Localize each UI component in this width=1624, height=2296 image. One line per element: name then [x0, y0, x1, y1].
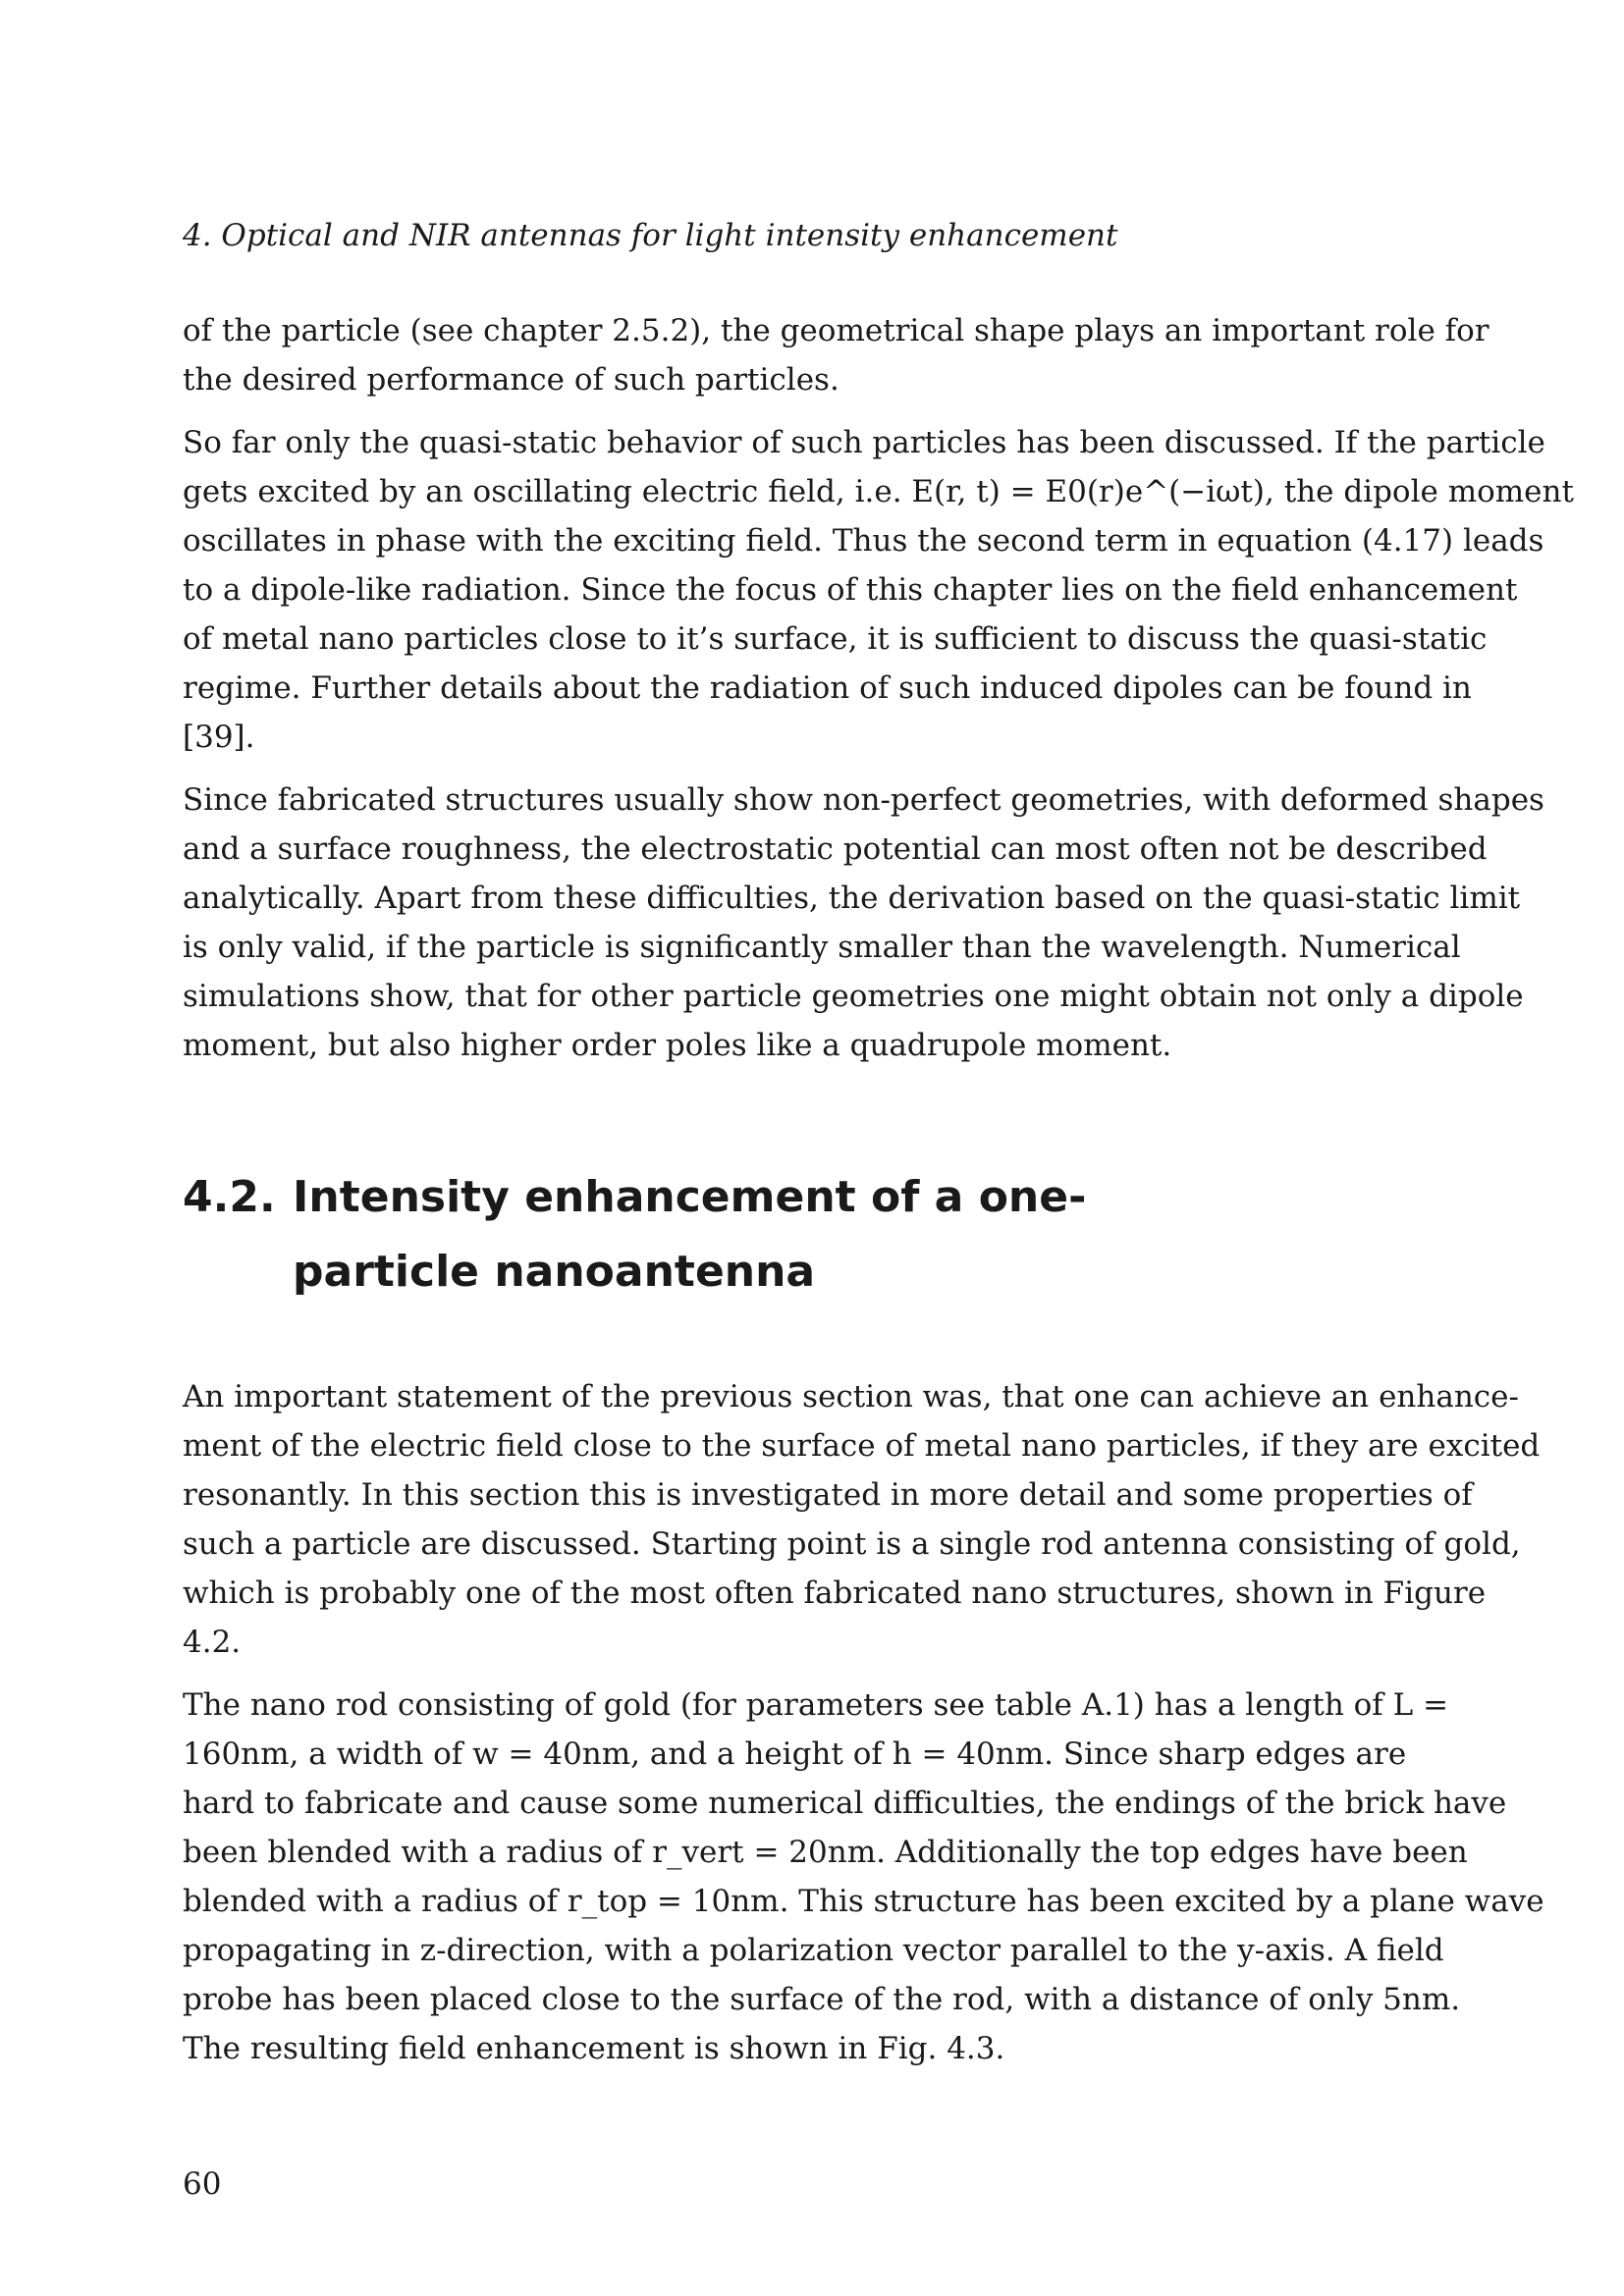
text-line: resonantly. In this section this is investigated in more detail and some properties of: [183, 1477, 1473, 1513]
text-line: which is probably one of the most often fabricated nano structures, shown in Figure: [183, 1575, 1487, 1611]
text-line: So far only the quasi-static behavior of such particles has been discussed. If the particle: [183, 425, 1545, 460]
text-line: 160nm, a width of w = 40nm, and a height of h = 40nm. Since sharp edges are: [183, 1736, 1407, 1772]
paragraph: [183, 1681, 1544, 2073]
section-title: Intensity enhancement of a one-particle nanoantenna: [293, 1172, 1087, 1297]
paragraph: [183, 418, 1574, 762]
page-number: 60: [183, 2166, 222, 2202]
text-line: regime. Further details about the radiation of such induced dipoles can be found in: [183, 670, 1472, 706]
text-line: analytically. Apart from these difficulties, the derivation based on the quasi-static limit: [183, 881, 1521, 916]
text-line: [39].: [183, 720, 255, 755]
text-line: hard to fabricate and cause some numerical difficulties, the endings of the brick have: [183, 1786, 1507, 1821]
text-line: The nano rod consisting of gold (for parameters see table A.1) has a length of L =: [183, 1687, 1449, 1723]
text-line: gets excited by an oscillating electric field, i.e. E(r, t) = E0(r)e^(−iωt), the dipole moment: [183, 474, 1574, 509]
text-line: The resulting field enhancement is shown in Fig. 4.3.: [183, 2031, 1005, 2066]
text-line: oscillates in phase with the exciting field. Thus the second term in equation (4.17) leads: [183, 523, 1544, 559]
text-line: to a dipole-like radiation. Since the focus of this chapter lies on the field enhancement: [183, 572, 1518, 608]
paragraph: [183, 775, 1544, 1070]
text-line: Since fabricated structures usually show non-perfect geometries, with deformed shapes: [183, 782, 1544, 818]
text-line: and a surface roughness, the electrostatic potential can most often not be described: [183, 831, 1488, 867]
text-line: simulations show, that for other particle geometries one might obtain not only a dipole: [183, 979, 1524, 1014]
page-content: [183, 306, 1574, 2087]
text-line: of metal nano particles close to it’s surface, it is sufficient to discuss the quasi-static: [183, 621, 1488, 657]
text-line: 4.2.: [183, 1625, 242, 1660]
text-line: is only valid, if the particle is significantly smaller than the wavelength. Numerical: [183, 930, 1461, 965]
paragraph: [183, 1372, 1541, 1667]
section-heading: [183, 1160, 1390, 1309]
text-line: blended with a radius of r_top = 10nm. This structure has been excited by a plane wave: [183, 1884, 1544, 1919]
bottom-paragraphs: [183, 1372, 1544, 2073]
text-line: probe has been placed close to the surface of the rod, with a distance of only 5nm.: [183, 1982, 1461, 2017]
text-line: An important statement of the previous section was, that one can achieve an enhance-: [183, 1379, 1519, 1415]
paragraph: [183, 306, 1489, 404]
top-paragraphs: [183, 306, 1574, 1070]
text-line: ment of the electric field close to the surface of metal nano particles, if they are excited: [183, 1428, 1541, 1464]
running-head: 4. Optical and NIR antennas for light intensity enhancement: [183, 218, 1118, 253]
text-line: of the particle (see chapter 2.5.2), the geometrical shape plays an important role for: [183, 313, 1489, 348]
text-line: such a particle are discussed. Starting point is a single rod antenna consisting of gold,: [183, 1526, 1521, 1562]
text-line: the desired performance of such particles.: [183, 362, 839, 398]
text-line: been blended with a radius of r_vert = 20nm. Additionally the top edges have been: [183, 1835, 1468, 1870]
text-line: propagating in z-direction, with a polarization vector parallel to the y-axis. A field: [183, 1933, 1444, 1968]
text-line: moment, but also higher order poles like a quadrupole moment.: [183, 1028, 1172, 1063]
section-number: 4.2.: [183, 1172, 276, 1222]
